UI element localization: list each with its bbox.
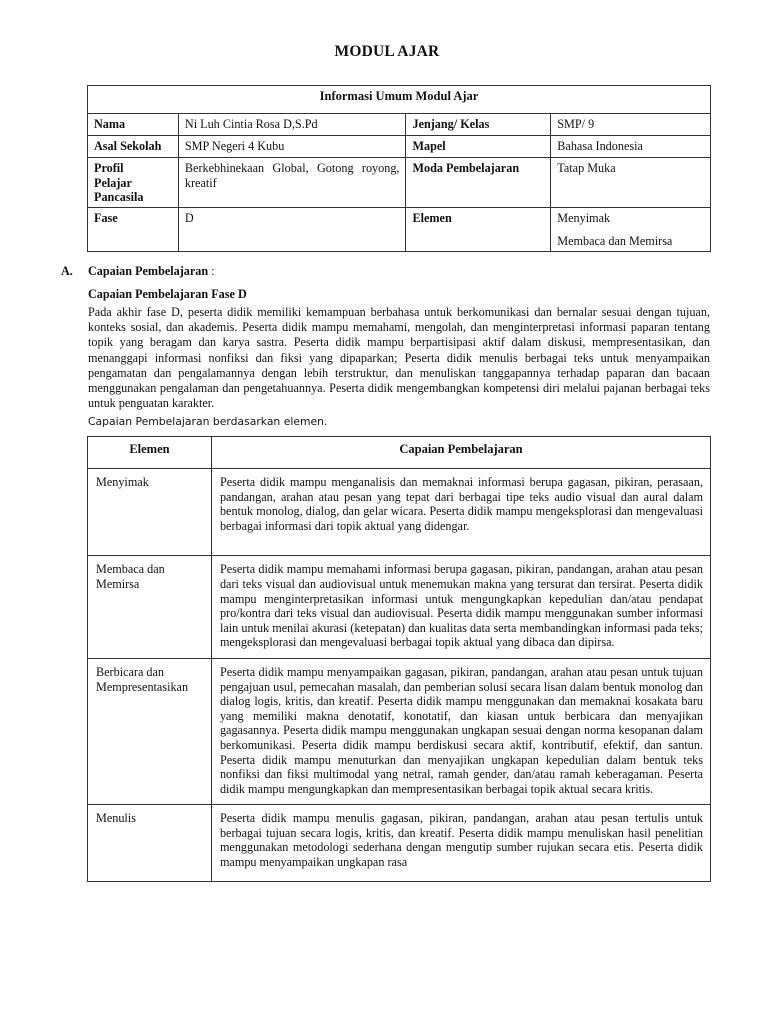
table-row: [88, 556, 711, 659]
row-elemen: Menyimak: [88, 469, 212, 556]
nama-value: Ni Luh Cintia Rosa D,S.Pd: [178, 114, 406, 136]
profil-value: Berkebhinekaan Global, Gotong royong, kreatif: [178, 158, 406, 208]
info-table-header: Informasi Umum Modul Ajar: [88, 86, 711, 114]
profil-label-line: Pelajar: [94, 175, 132, 190]
sekolah-value: SMP Negeri 4 Kubu: [178, 136, 406, 158]
elemen-label: Elemen: [406, 208, 551, 252]
row-capaian: Peserta didik mampu memahami informasi berupa gagasan, pikiran, pandangan, arahan atau pesan dari teks visual dan audiovisual untuk menemukan makna yang tersurat dan tersirat. Peserta didik mampu menginterpretasikan informasi untuk mengungkapkan kepedulian dan/atau pendapat pro/kontra dari teks visual dan audiovisual. Peserta didik mampu menggunakan sumber informasi lain untuk menilai akurasi (ketepatan) dan kualitas data serta membandingkan informasi pada teks; mengeksplorasi dan mengevaluasi berbagai topik aktual yang dibaca dan dipirsa.: [211, 556, 710, 659]
row-elemen: Menulis: [88, 805, 212, 882]
profil-label: [88, 158, 179, 208]
section-colon: :: [208, 264, 215, 278]
section-title: Capaian Pembelajaran: [88, 264, 209, 278]
mapel-value: Bahasa Indonesia: [551, 136, 711, 158]
table-row: [88, 658, 711, 804]
jenjang-value: SMP/ 9: [551, 114, 711, 136]
table-intro-text: Capaian Pembelajaran berdasarkan elemen.: [88, 415, 328, 428]
section-letter: A.: [61, 264, 73, 278]
fase-value: D: [178, 208, 406, 252]
document-title: MODUL AJAR: [334, 43, 440, 60]
table-row: [88, 805, 711, 882]
sekolah-label: Asal Sekolah: [88, 136, 179, 158]
mapel-label: Mapel: [406, 136, 551, 158]
section-paragraph: Pada akhir fase D, peserta didik memiliki kemampuan berbahasa untuk berkomunikasi dan bernalar sesuai dengan tujuan, konteks sosial, dan akademis. Peserta didik mampu memahami, mengolah, dan menginterpretasi informasi paparan tentang topik yang beragam dan karya sastra. Peserta didik mampu berpartisipasi aktif dalam diskusi, mempresentasikan, dan menanggapi informasi nonfiksi dan fiksi yang dipaparkan; Peserta didik menulis berbagai teks untuk menyampaikan pengamatan dan pengalamannya dengan lebih terstruktur, dan menuliskan tanggapannya terhadap paparan dan bacaan menggunakan pengalaman dan pengetahuannya. Peserta didik mengembangkan kompetensi diri melalui pajanan berbagai teks untuk penguatan karakter.: [88, 305, 710, 411]
col-header-capaian: Capaian Pembelajaran: [211, 437, 710, 469]
row-elemen: Berbicara dan Mempresentasikan: [88, 658, 212, 804]
profil-label-line: Pancasila: [94, 190, 144, 205]
row-capaian-cell: [211, 805, 710, 882]
info-table: [87, 85, 711, 252]
capaian-table: [87, 436, 711, 882]
col-header-elemen: Elemen: [88, 437, 212, 469]
row-capaian: Peserta didik mampu menyampaikan gagasan, pikiran, pandangan, arahan atau pesan untuk tujuan pengajuan usul, pemecahan masalah, dan pemberian solusi secara lisan dalam bentuk monolog dan dialog logis, kritis, dan kreatif. Peserta didik mampu menggunakan dan memaknai kosakata baru yang memiliki makna denotatif, konotatif, dan kiasan untuk berbicara dan menyajikan gagasannya. Peserta didik mampu menggunakan ungkapan sesuai dengan norma kesopanan dalam berkomunikasi. Peserta didik mampu berdiskusi secara aktif, kontributif, efektif, dan santun. Peserta didik mampu menuturkan dan menyajikan ungkapan kepedulian dalam bentuk teks nonfiksi dan fiksi multimodal yang netral, ramah gender, dan/atau ramah keberagaman. Peserta didik mampu mengungkapkan dan mempresentasikan berbagai topik aktual secara kritis.: [211, 658, 710, 804]
profil-label-line: Profil: [94, 161, 124, 175]
table-row: [88, 469, 711, 556]
elemen-value-line: Menyimak: [557, 211, 611, 225]
elemen-value-line: Membaca dan Memirsa: [557, 233, 673, 248]
moda-label: Moda Pembelajaran: [406, 158, 551, 208]
moda-value: Tatap Muka: [551, 158, 711, 208]
section-a-heading: [61, 264, 215, 279]
row-capaian: Peserta didik mampu menganalisis dan memaknai informasi berupa gagasan, pikiran, perasaan, pandangan, arahan atau pesan yang tepat dari berbagai tipe teks audio visual dan aural dalam bentuk monolog, dialog, dan gelar wicara. Peserta didik mampu mengeksplorasi dan mengevaluasi berbagai informasi dari topik aktual yang didengar.: [211, 469, 710, 556]
row-capaian: Peserta didik mampu menulis gagasan, pikiran, pandangan, arahan atau pesan tertulis untuk berbagai tujuan secara logis, kritis, dan kreatif. Peserta didik mampu menuliskan hasil penelitian menggunakan metodologi sederhana dengan mengutip sumber rujukan secara etis. Peserta didik mampu menyampaikan ungkapan rasa: [219, 811, 703, 870]
nama-label: Nama: [88, 114, 179, 136]
section-subheading: Capaian Pembelajaran Fase D: [88, 287, 247, 301]
fase-label: Fase: [88, 208, 179, 252]
elemen-value: [551, 208, 711, 252]
row-elemen: Membaca dan Memirsa: [88, 556, 212, 659]
jenjang-label: Jenjang/ Kelas: [406, 114, 551, 136]
